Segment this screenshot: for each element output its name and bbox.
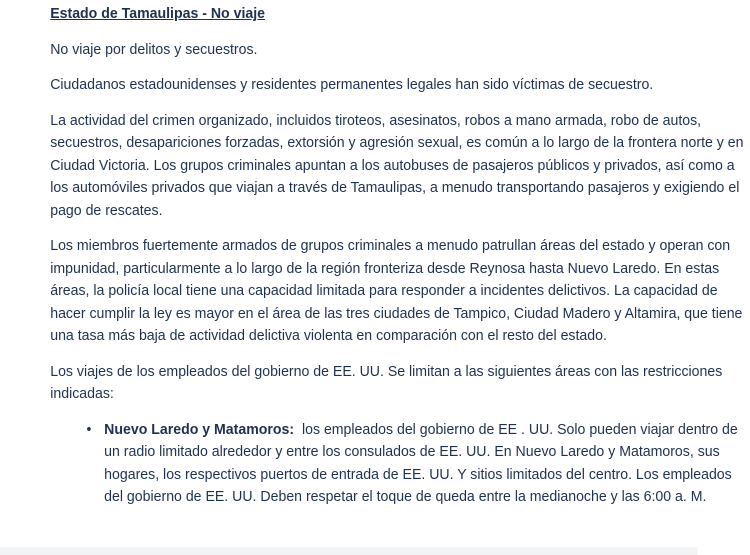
paragraph-armed-groups: Los miembros fuertemente armados de grupos criminales a menudo patrullan áreas del estado y operan con impunidad, particularmente a lo largo de la región fronteriza desde Reynosa hasta Nuevo Laredo. En estas áreas, la policía local tiene una capacidad limitada para responder a incidentes delictivos. La capacidad de hacer cumplir la ley es mayor en el área de las tres ciudades de Tampico, Ciudad Madero y Altamira, que tiene una tasa más baja de actividad delictiva violenta en comparación con el resto del estado.: [50, 237, 743, 344]
paragraph-victims: Ciudadanos estadounidenses y residentes permanentes legales han sido víctimas de secuestro.: [50, 76, 654, 93]
paragraph-travel-restrictions: Los viajes de los empleados del gobierno de EE. UU. Se limitan a las siguientes áreas con las restricciones indicadas:: [50, 362, 723, 402]
document-title[interactable]: Estado de Tamaulipas - No viaje: [50, 5, 266, 22]
restrictions-list: [50, 419, 749, 509]
bullet-icon: •: [86, 420, 92, 438]
list-item-label: Nuevo Laredo y Matamoros:: [104, 420, 295, 438]
paragraph-organized-crime: La actividad del crimen organizado, incluidos tiroteos, asesinatos, robos a mano armada, robo de autos, secuestros, desapariciones forzadas, extorsión y agresión sexual, es común a lo largo de la frontera norte y en Ciudad Victoria. Los grupos criminales apuntan a los autobuses de pasajeros públicos y privados, así como a los automóviles privados que viajan a través de Tamaulipas, a menudo transportando pasajeros y exigiendo el pago de rescates.: [50, 111, 744, 219]
list-item-text: los empleados del gobierno de EE . UU. Solo pueden viajar dentro de un radio limitado alrededor y entre los consulados de EE. UU. En Nuevo Laredo y Matamoros, sus hogares, los respectivos puertos de entrada de EE. UU. Y sitios limitados del centro. Los empleados del gobierno de EE. UU. Deben respetar el toque de queda entre la medianoche y las 6:00 a. M.: [104, 420, 738, 505]
paragraph-no-travel: No viaje por delitos y secuestros.: [50, 40, 258, 58]
list-item: [86, 419, 749, 509]
bottom-divider: [0, 547, 698, 555]
